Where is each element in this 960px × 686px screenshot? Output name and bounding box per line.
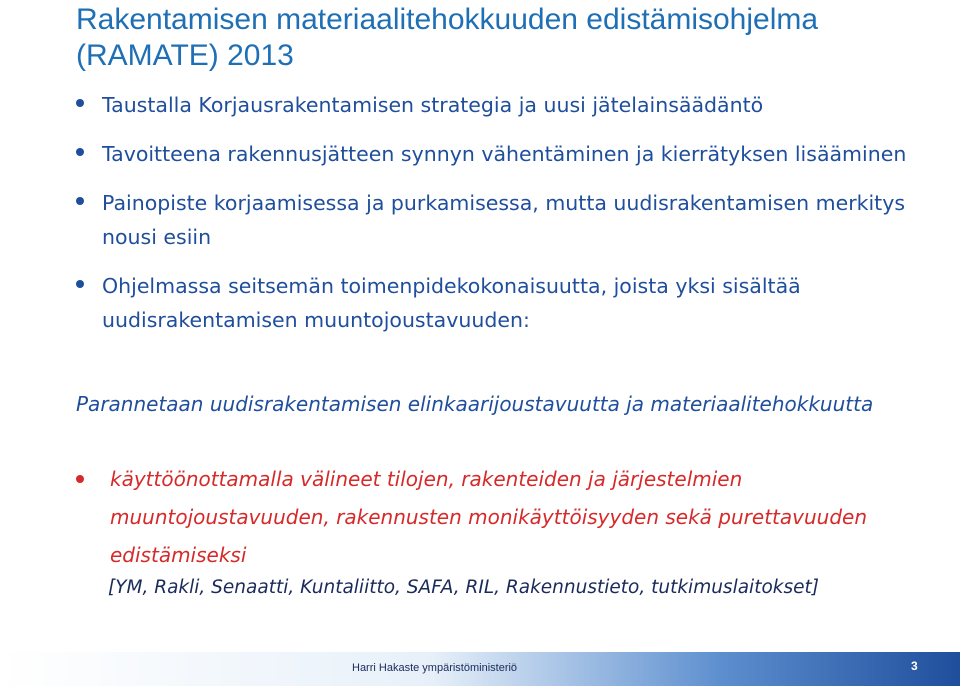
bullet-item: [76, 186, 946, 254]
bullet-item: [76, 269, 946, 337]
measure-text: käyttöönottamalla välineet tilojen, rakenteiden ja järjestelmien muuntojoustavuuden, rakennusten monikäyttöisyyden sekä purettavuuden edistämiseksi: [110, 467, 867, 567]
bullet-text: Ohjelmassa seitsemän toimenpidekokonaisuutta, joista yksi sisältää uudisrakentamisen muuntojoustavuuden:: [102, 274, 801, 332]
red-bullet-icon: [76, 475, 84, 483]
bullet-item: [76, 137, 946, 171]
bullet-text: Painopiste korjaamisessa ja purkamisessa, mutta uudisrakentamisen merkitys nousi esiin: [102, 191, 906, 249]
bullet-text: Tavoitteena rakennusjätteen synnyn vähentäminen ja kierrätyksen lisääminen: [102, 142, 907, 166]
bullet-dot-icon: [76, 197, 84, 205]
bullet-text: Taustalla Korjausrakentamisen strategia ja uusi jätelainsäädäntö: [102, 93, 764, 117]
bullet-dot-icon: [76, 280, 84, 288]
page-number: 3: [911, 659, 918, 673]
bullet-item: [76, 88, 946, 122]
footer-author: Harri Hakaste ympäristöministeriö: [352, 662, 518, 674]
participants-list: [YM, Rakli, Senaatti, Kuntaliitto, SAFA, RIL, Rakennustieto, tutkimuslaitokset]: [108, 577, 819, 598]
measure-item: [76, 460, 936, 574]
bullet-list: [76, 88, 946, 352]
bullet-dot-icon: [76, 99, 84, 107]
measure-intro: Parannetaan uudisrakentamisen elinkaarijoustavuutta ja materiaalitehokkuutta: [76, 392, 874, 416]
bullet-dot-icon: [76, 148, 84, 156]
slide-title: Rakentamisen materiaalitehokkuuden edistämisohjelma (RAMATE) 2013: [76, 3, 819, 72]
